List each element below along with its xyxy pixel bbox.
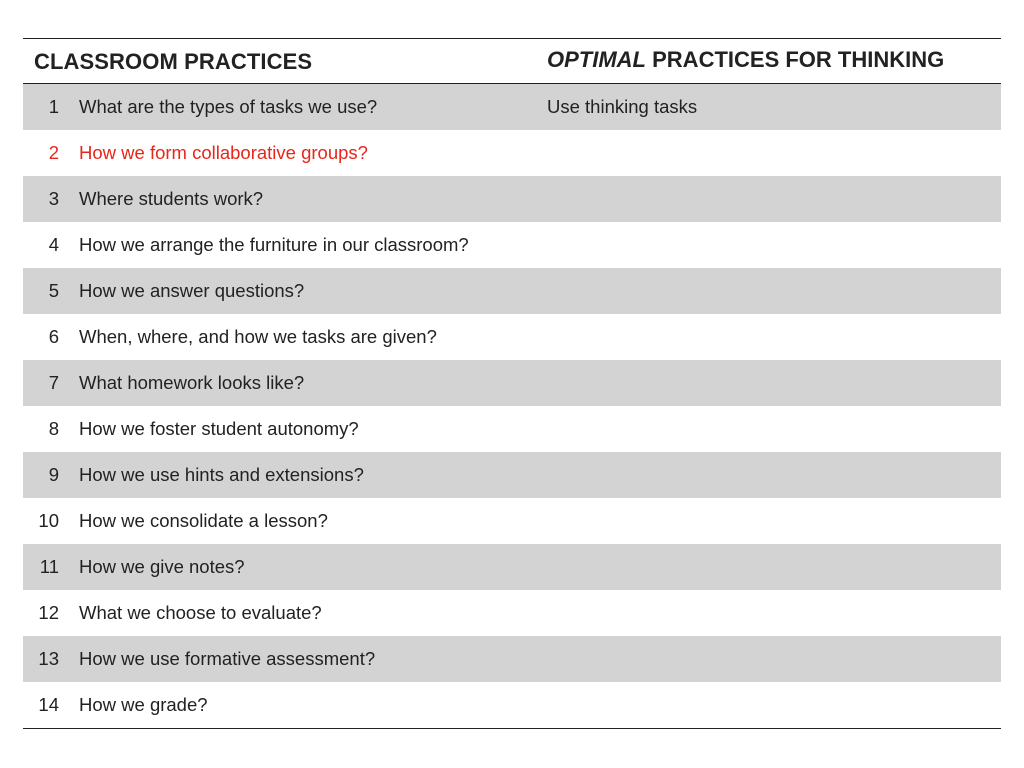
optimal-practices-heading (547, 47, 944, 73)
table-row (23, 452, 1001, 498)
row-number: 4 (48, 234, 59, 255)
row-question: How we arrange the furniture in our classroom? (79, 234, 469, 255)
row-question: How we answer questions? (79, 280, 305, 301)
table-row (23, 590, 1001, 636)
table-row (23, 360, 1001, 406)
optimal-emphasis: OPTIMAL (547, 47, 646, 72)
row-question: How we form collaborative groups? (79, 142, 368, 163)
row-number: 7 (48, 372, 59, 393)
row-number: 2 (48, 142, 59, 163)
row-number: 1 (48, 96, 59, 117)
row-question: What we choose to evaluate? (79, 602, 322, 623)
table-row (23, 636, 1001, 682)
table-row (23, 544, 1001, 590)
row-question: How we foster student autonomy? (79, 418, 359, 439)
table-row (23, 84, 1001, 130)
table-row (23, 406, 1001, 452)
row-optimal-practice: Use thinking tasks (547, 96, 698, 117)
table-row (23, 498, 1001, 544)
table-row (23, 682, 1001, 728)
row-number: 3 (48, 188, 59, 209)
table-row (23, 176, 1001, 222)
row-number: 6 (48, 326, 59, 347)
row-number: 9 (48, 464, 59, 485)
table-row (23, 130, 1001, 176)
row-number: 14 (38, 694, 59, 715)
row-question: How we give notes? (79, 556, 245, 577)
row-question: How we grade? (79, 694, 208, 715)
row-question: How we use hints and extensions? (79, 464, 364, 485)
row-question: What are the types of tasks we use? (79, 96, 378, 117)
row-question: When, where, and how we tasks are given? (79, 326, 437, 347)
table-row (23, 222, 1001, 268)
row-number: 13 (38, 648, 59, 669)
row-question: How we consolidate a lesson? (79, 510, 328, 531)
row-number: 12 (38, 602, 59, 623)
classroom-practices-heading: CLASSROOM PRACTICES (34, 49, 313, 74)
row-question: How we use formative assessment? (79, 648, 376, 669)
row-number: 8 (48, 418, 59, 439)
row-number: 11 (39, 556, 59, 577)
practices-table (23, 38, 1001, 729)
table-row (23, 268, 1001, 314)
table-row (23, 314, 1001, 360)
row-question: Where students work? (79, 188, 264, 209)
row-number: 10 (38, 510, 59, 531)
table-body (23, 84, 1001, 729)
table-header (23, 38, 1001, 84)
row-number: 5 (48, 280, 59, 301)
optimal-heading-rest: PRACTICES FOR THINKING (652, 47, 945, 72)
row-question: What homework looks like? (79, 372, 305, 393)
